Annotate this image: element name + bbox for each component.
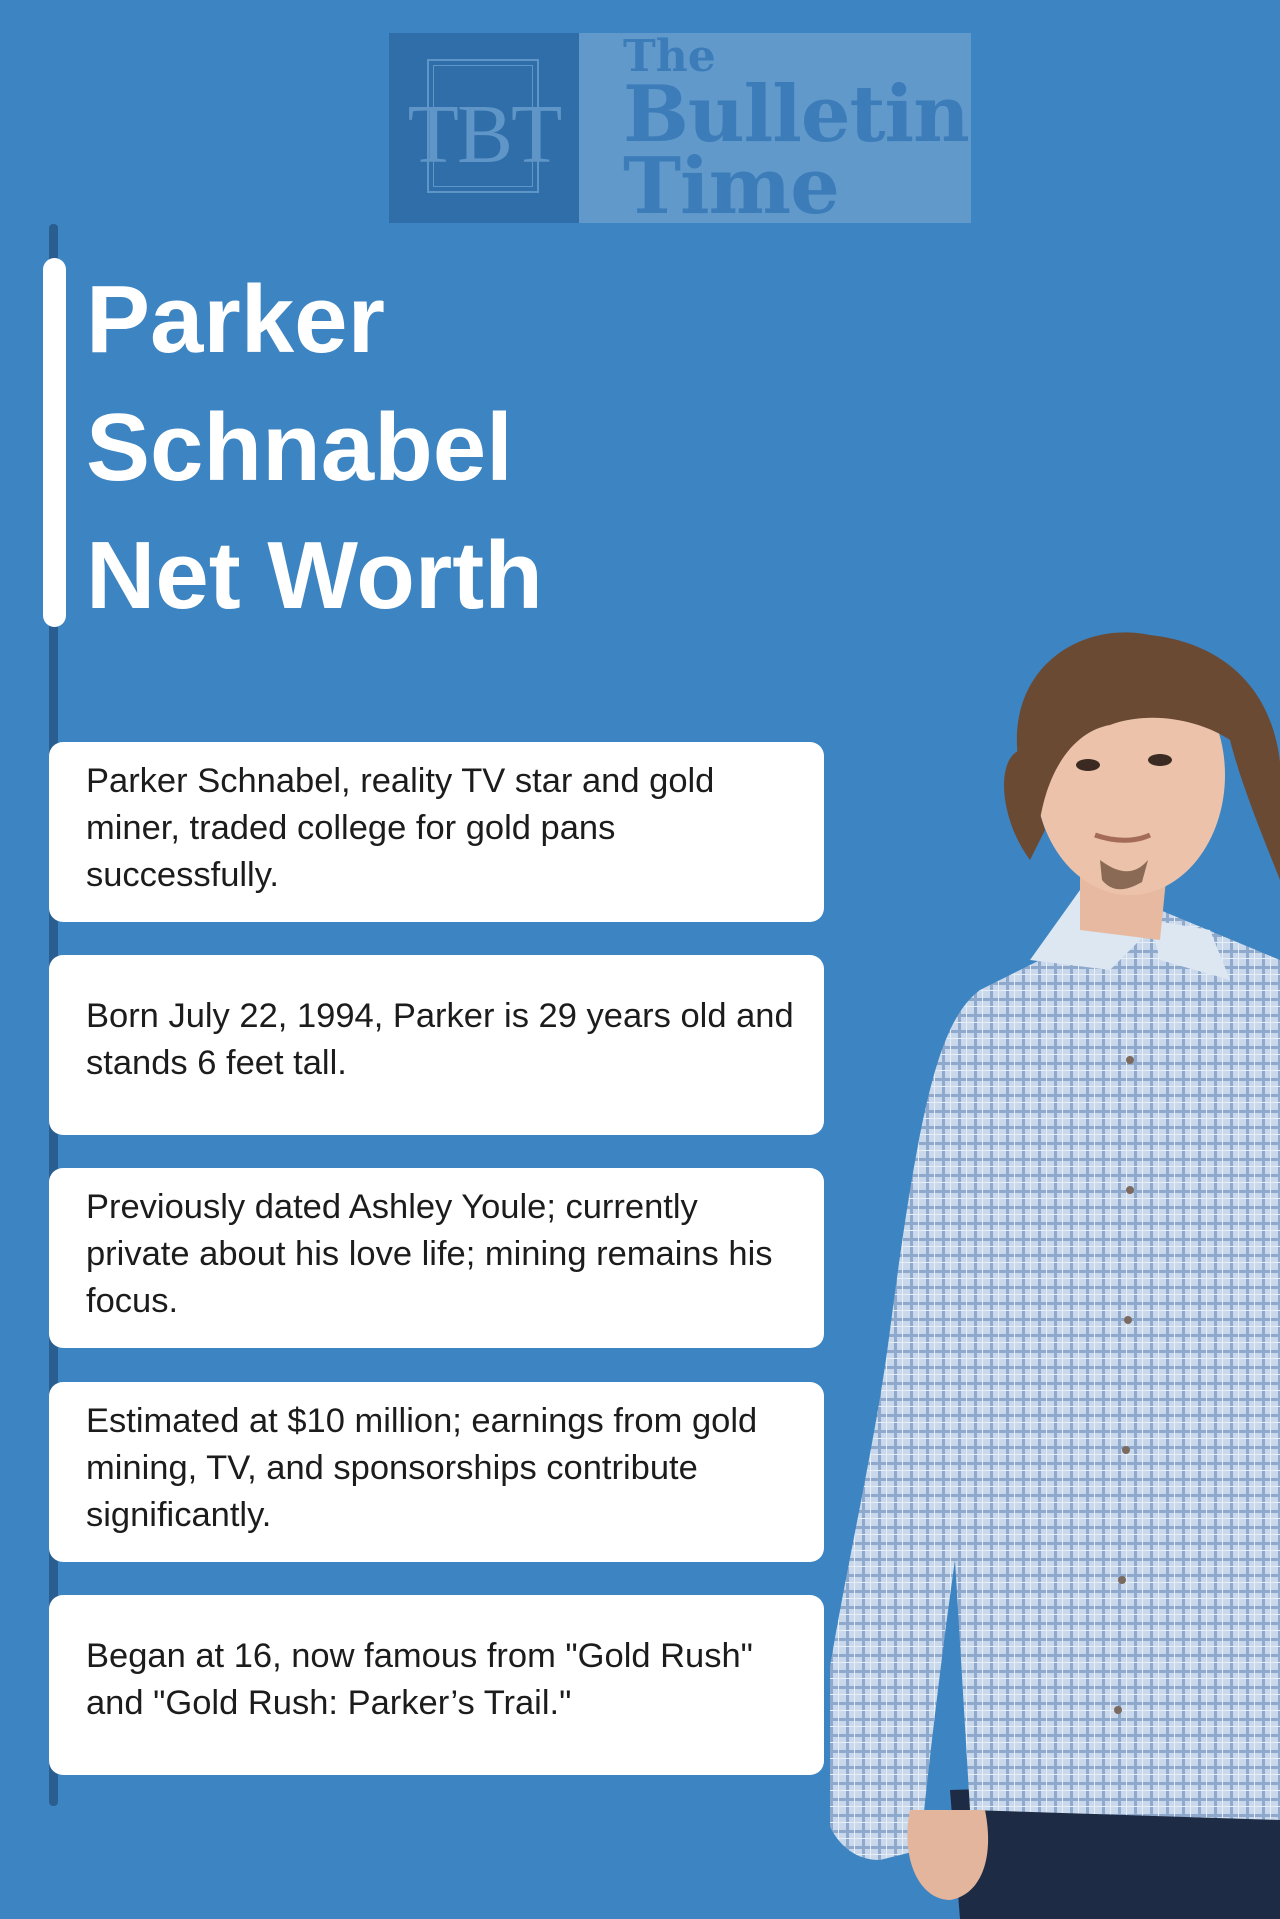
logo-line-time: Time <box>623 141 839 232</box>
title-line-1: Parker <box>86 266 385 373</box>
portrait-photo <box>830 630 1280 1919</box>
logo-line-bulletin: Bulletin <box>623 69 969 160</box>
logo-wordmark <box>579 31 971 232</box>
title-line-3: Net Worth <box>86 522 543 629</box>
logo-monogram: TBT <box>407 88 561 181</box>
logo-line-the: The <box>623 31 716 82</box>
brand-logo <box>389 31 971 232</box>
logo-monogram-block <box>389 33 579 223</box>
title-line-2: Schnabel <box>86 394 513 501</box>
title-accent-bar <box>43 258 66 627</box>
info-card-birth: Born July 22, 1994, Parker is 29 years old and stands 6 feet tall. <box>49 955 824 1135</box>
info-card-intro: Parker Schnabel, reality TV star and gold miner, traded college for gold pans successfully. <box>49 742 824 922</box>
info-card-net-worth: Estimated at $10 million; earnings from gold mining, TV, and sponsorships contribute significantly. <box>49 1382 824 1562</box>
info-card-relationship: Previously dated Ashley Youle; currently private about his love life; mining remains his focus. <box>49 1168 824 1348</box>
page-title <box>86 256 806 640</box>
info-card-career: Began at 16, now famous from "Gold Rush" and "Gold Rush: Parker’s Trail." <box>49 1595 824 1775</box>
